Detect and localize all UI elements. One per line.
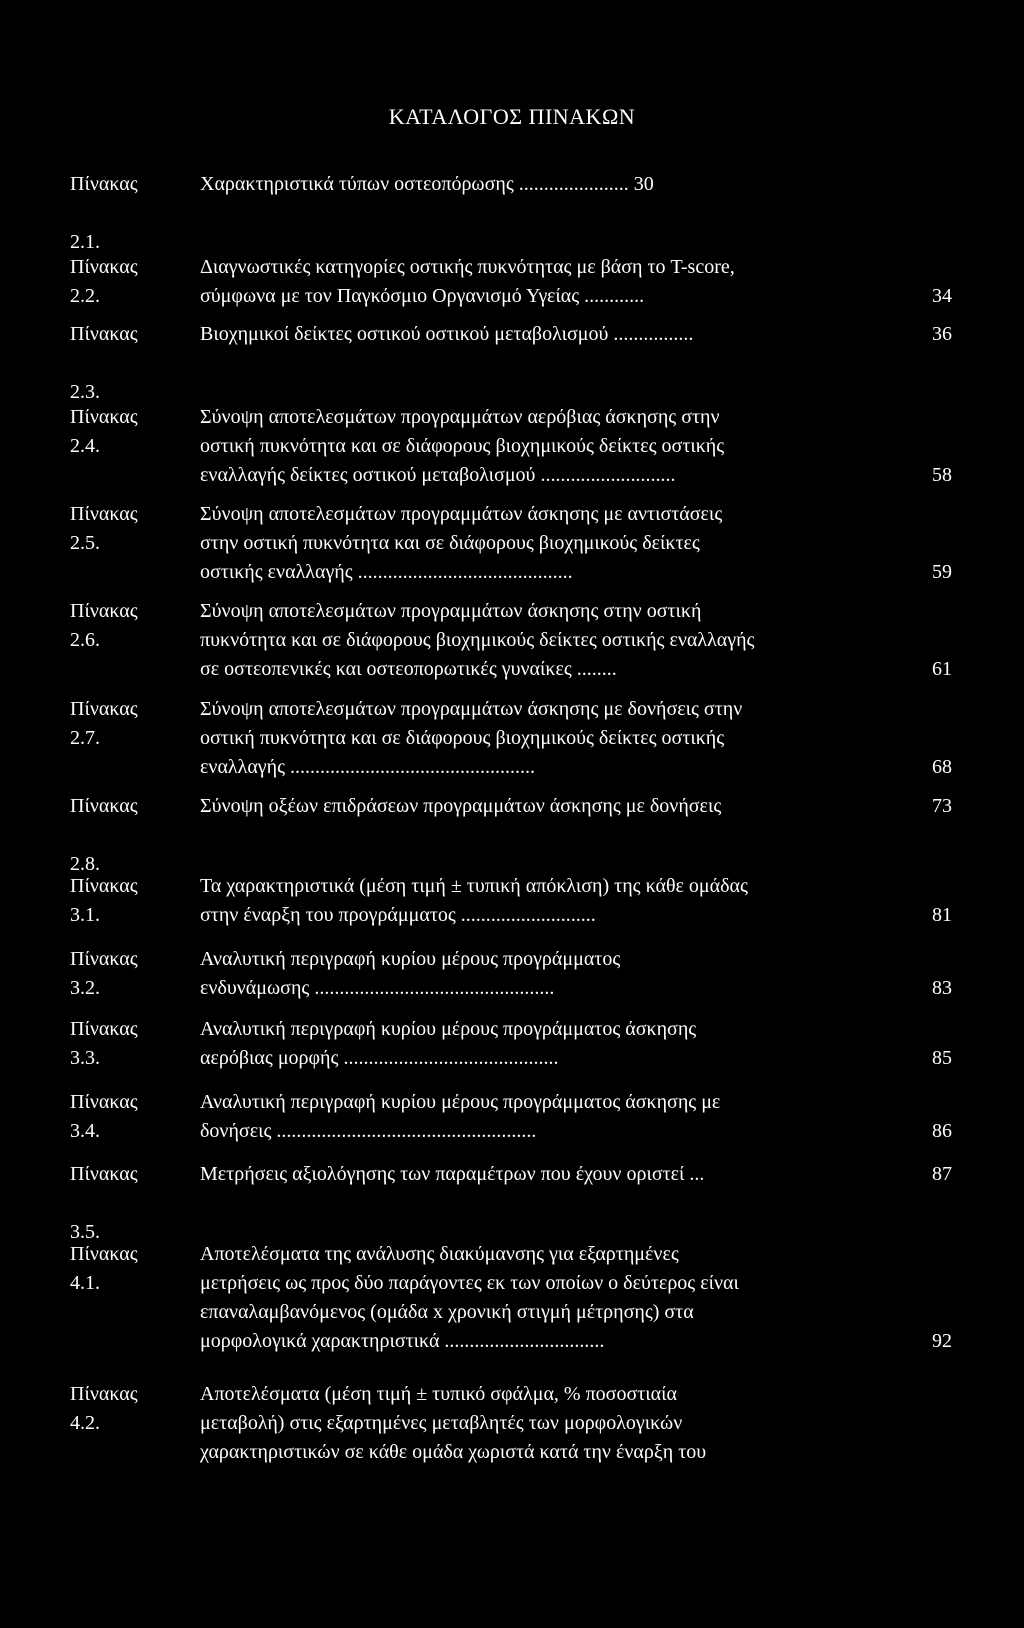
table-index: 2.6.	[70, 629, 100, 651]
page-number: 87	[932, 1163, 952, 1185]
table-caption	[200, 1088, 892, 1146]
table-number	[70, 945, 180, 1003]
page-number: 68	[932, 756, 952, 778]
table-label: Πίνακας	[70, 503, 138, 525]
page-number: 83	[932, 977, 952, 999]
table-label: Πίνακας	[70, 173, 138, 195]
caption-line: Μετρήσεις αξιολόγησης των παραμέτρων που έχουν οριστεί ...	[200, 1163, 705, 1185]
caption-line: Αναλυτική περιγραφή κυρίου μέρους προγράμματος	[200, 948, 621, 970]
table-number	[70, 1088, 180, 1146]
page-number: 85	[932, 1047, 952, 1069]
table-label: Πίνακας	[70, 1243, 138, 1265]
caption-line: οστική πυκνότητα και σε διάφορους βιοχημικούς δείκτες οστικής	[200, 435, 725, 457]
table-caption	[200, 695, 892, 782]
table-label: Πίνακας	[70, 1091, 138, 1113]
table-caption	[200, 500, 892, 587]
table-index: 2.1.	[70, 231, 100, 253]
table-number	[70, 170, 180, 257]
table-number	[70, 597, 180, 655]
table-label: Πίνακας	[70, 256, 138, 278]
caption-line: Αποτελέσματα (μέση τιμή ± τυπικό σφάλμα, % ποσοστιαία	[200, 1383, 678, 1405]
table-index: 2.5.	[70, 532, 100, 554]
caption-line: Αναλυτική περιγραφή κυρίου μέρους προγράμματος άσκησης	[200, 1018, 697, 1040]
table-index: 3.2.	[70, 977, 100, 999]
caption-line: μετρήσεις ως προς δύο παράγοντες εκ των οποίων ο δεύτερος είναι	[200, 1272, 739, 1294]
table-label: Πίνακας	[70, 1383, 138, 1405]
table-index: 4.2.	[70, 1412, 100, 1434]
caption-line: Σύνοψη αποτελεσμάτων προγραμμάτων άσκησης με αντιστάσεις	[200, 503, 723, 525]
table-label: Πίνακας	[70, 323, 138, 345]
page-title: ΚΑΤΑΛΟΓΟΣ ΠΙΝΑΚΩΝ	[388, 104, 636, 129]
table-label: Πίνακας	[70, 795, 138, 817]
table-number	[70, 253, 180, 311]
table-label: Πίνακας	[70, 875, 138, 897]
table-number	[70, 792, 180, 879]
table-caption	[200, 320, 892, 349]
caption-line: πυκνότητα και σε διάφορους βιοχημικούς δείκτες οστικής εναλλαγής	[200, 629, 755, 651]
table-caption	[200, 945, 892, 1003]
caption-line: σε οστεοπενικές και οστεοπορωτικές γυναίκες ........	[200, 658, 617, 680]
table-index: 2.4.	[70, 435, 100, 457]
table-number	[70, 872, 180, 930]
table-caption	[200, 253, 892, 311]
page-number: 58	[932, 464, 952, 486]
caption-line: αερόβιας μορφής ...........................................	[200, 1047, 559, 1069]
caption-line: μορφολογικά χαρακτηριστικά ................................	[200, 1330, 605, 1352]
page-number: 59	[932, 561, 952, 583]
caption-line: οστική πυκνότητα και σε διάφορους βιοχημικούς δείκτες οστικής	[200, 727, 725, 749]
table-label: Πίνακας	[70, 406, 138, 428]
page-number: 92	[932, 1330, 952, 1352]
table-number	[70, 1380, 180, 1438]
caption-line: μεταβολή) στις εξαρτημένες μεταβλητές των μορφολογικών	[200, 1412, 683, 1434]
table-index: 2.2.	[70, 285, 100, 307]
table-number	[70, 1240, 180, 1298]
table-label: Πίνακας	[70, 600, 138, 622]
table-label: Πίνακας	[70, 1018, 138, 1040]
table-index: 2.7.	[70, 727, 100, 749]
table-label: Πίνακας	[70, 948, 138, 970]
table-label: Πίνακας	[70, 698, 138, 720]
caption-line: Αποτελέσματα της ανάλυσης διακύμανσης για εξαρτημένες	[200, 1243, 679, 1265]
page-number: 73	[932, 795, 952, 817]
table-number	[70, 1015, 180, 1073]
caption-line: Τα χαρακτηριστικά (μέση τιμή ± τυπική απόκλιση) της κάθε ομάδας	[200, 875, 748, 897]
table-caption	[200, 1380, 892, 1467]
table-caption	[200, 1160, 892, 1189]
caption-line: οστικής εναλλαγής ...........................................	[200, 561, 573, 583]
table-label: Πίνακας	[70, 1163, 138, 1185]
table-index: 2.8.	[70, 853, 100, 875]
caption-line: δονήσεις ....................................................	[200, 1120, 537, 1142]
caption-line: Βιοχημικοί δείκτες οστικού οστικού μεταβολισμού ................	[200, 323, 694, 345]
caption-line: χαρακτηριστικών σε κάθε ομάδα χωριστά κατά την έναρξη του	[200, 1441, 707, 1463]
caption-line: εναλλαγής .................................................	[200, 756, 536, 778]
table-caption	[200, 872, 892, 930]
caption-line: Σύνοψη αποτελεσμάτων προγραμμάτων αερόβιας άσκησης στην	[200, 406, 720, 428]
table-number	[70, 500, 180, 558]
caption-line: Διαγνωστικές κατηγορίες οστικής πυκνότητας με βάση το T-score,	[200, 256, 735, 278]
table-caption	[200, 792, 892, 821]
page-number: 36	[932, 323, 952, 345]
table-index: 3.4.	[70, 1120, 100, 1142]
table-index: 3.3.	[70, 1047, 100, 1069]
table-caption	[200, 1015, 892, 1073]
page-number: 81	[932, 904, 952, 926]
caption-line: επαναλαμβανόμενος (ομάδα x χρονική στιγμή μέτρησης) στα	[200, 1301, 694, 1323]
table-caption	[200, 597, 892, 684]
table-number	[70, 695, 180, 753]
caption-line: Σύνοψη αποτελεσμάτων προγραμμάτων άσκησης στην οστική	[200, 600, 702, 622]
caption-line: Χαρακτηριστικά τύπων οστεοπόρωσης ...................... 30	[200, 173, 654, 195]
table-number	[70, 320, 180, 407]
table-caption	[200, 170, 892, 199]
page-number: 61	[932, 658, 952, 680]
table-index: 2.3.	[70, 381, 100, 403]
caption-line: Αναλυτική περιγραφή κυρίου μέρους προγράμματος άσκησης με	[200, 1091, 721, 1113]
caption-line: εναλλαγής δείκτες οστικού μεταβολισμού ...........................	[200, 464, 676, 486]
table-index: 4.1.	[70, 1272, 100, 1294]
table-caption	[200, 403, 892, 490]
table-index: 3.1.	[70, 904, 100, 926]
page-number: 86	[932, 1120, 952, 1142]
caption-line: Σύνοψη αποτελεσμάτων προγραμμάτων άσκησης με δονήσεις στην	[200, 698, 743, 720]
page-number: 34	[932, 285, 952, 307]
caption-line: στην έναρξη του προγράμματος ...........................	[200, 904, 596, 926]
caption-line: ενδυνάμωσης ................................................	[200, 977, 555, 999]
caption-line: Σύνοψη οξέων επιδράσεων προγραμμάτων άσκησης με δονήσεις	[200, 795, 722, 817]
caption-line: στην οστική πυκνότητα και σε διάφορους βιοχημικούς δείκτες	[200, 532, 700, 554]
table-number	[70, 403, 180, 461]
table-index: 3.5.	[70, 1221, 100, 1243]
table-number	[70, 1160, 180, 1247]
caption-line: σύμφωνα με τον Παγκόσμιο Οργανισμό Υγείας ............	[200, 285, 645, 307]
table-caption	[200, 1240, 892, 1356]
